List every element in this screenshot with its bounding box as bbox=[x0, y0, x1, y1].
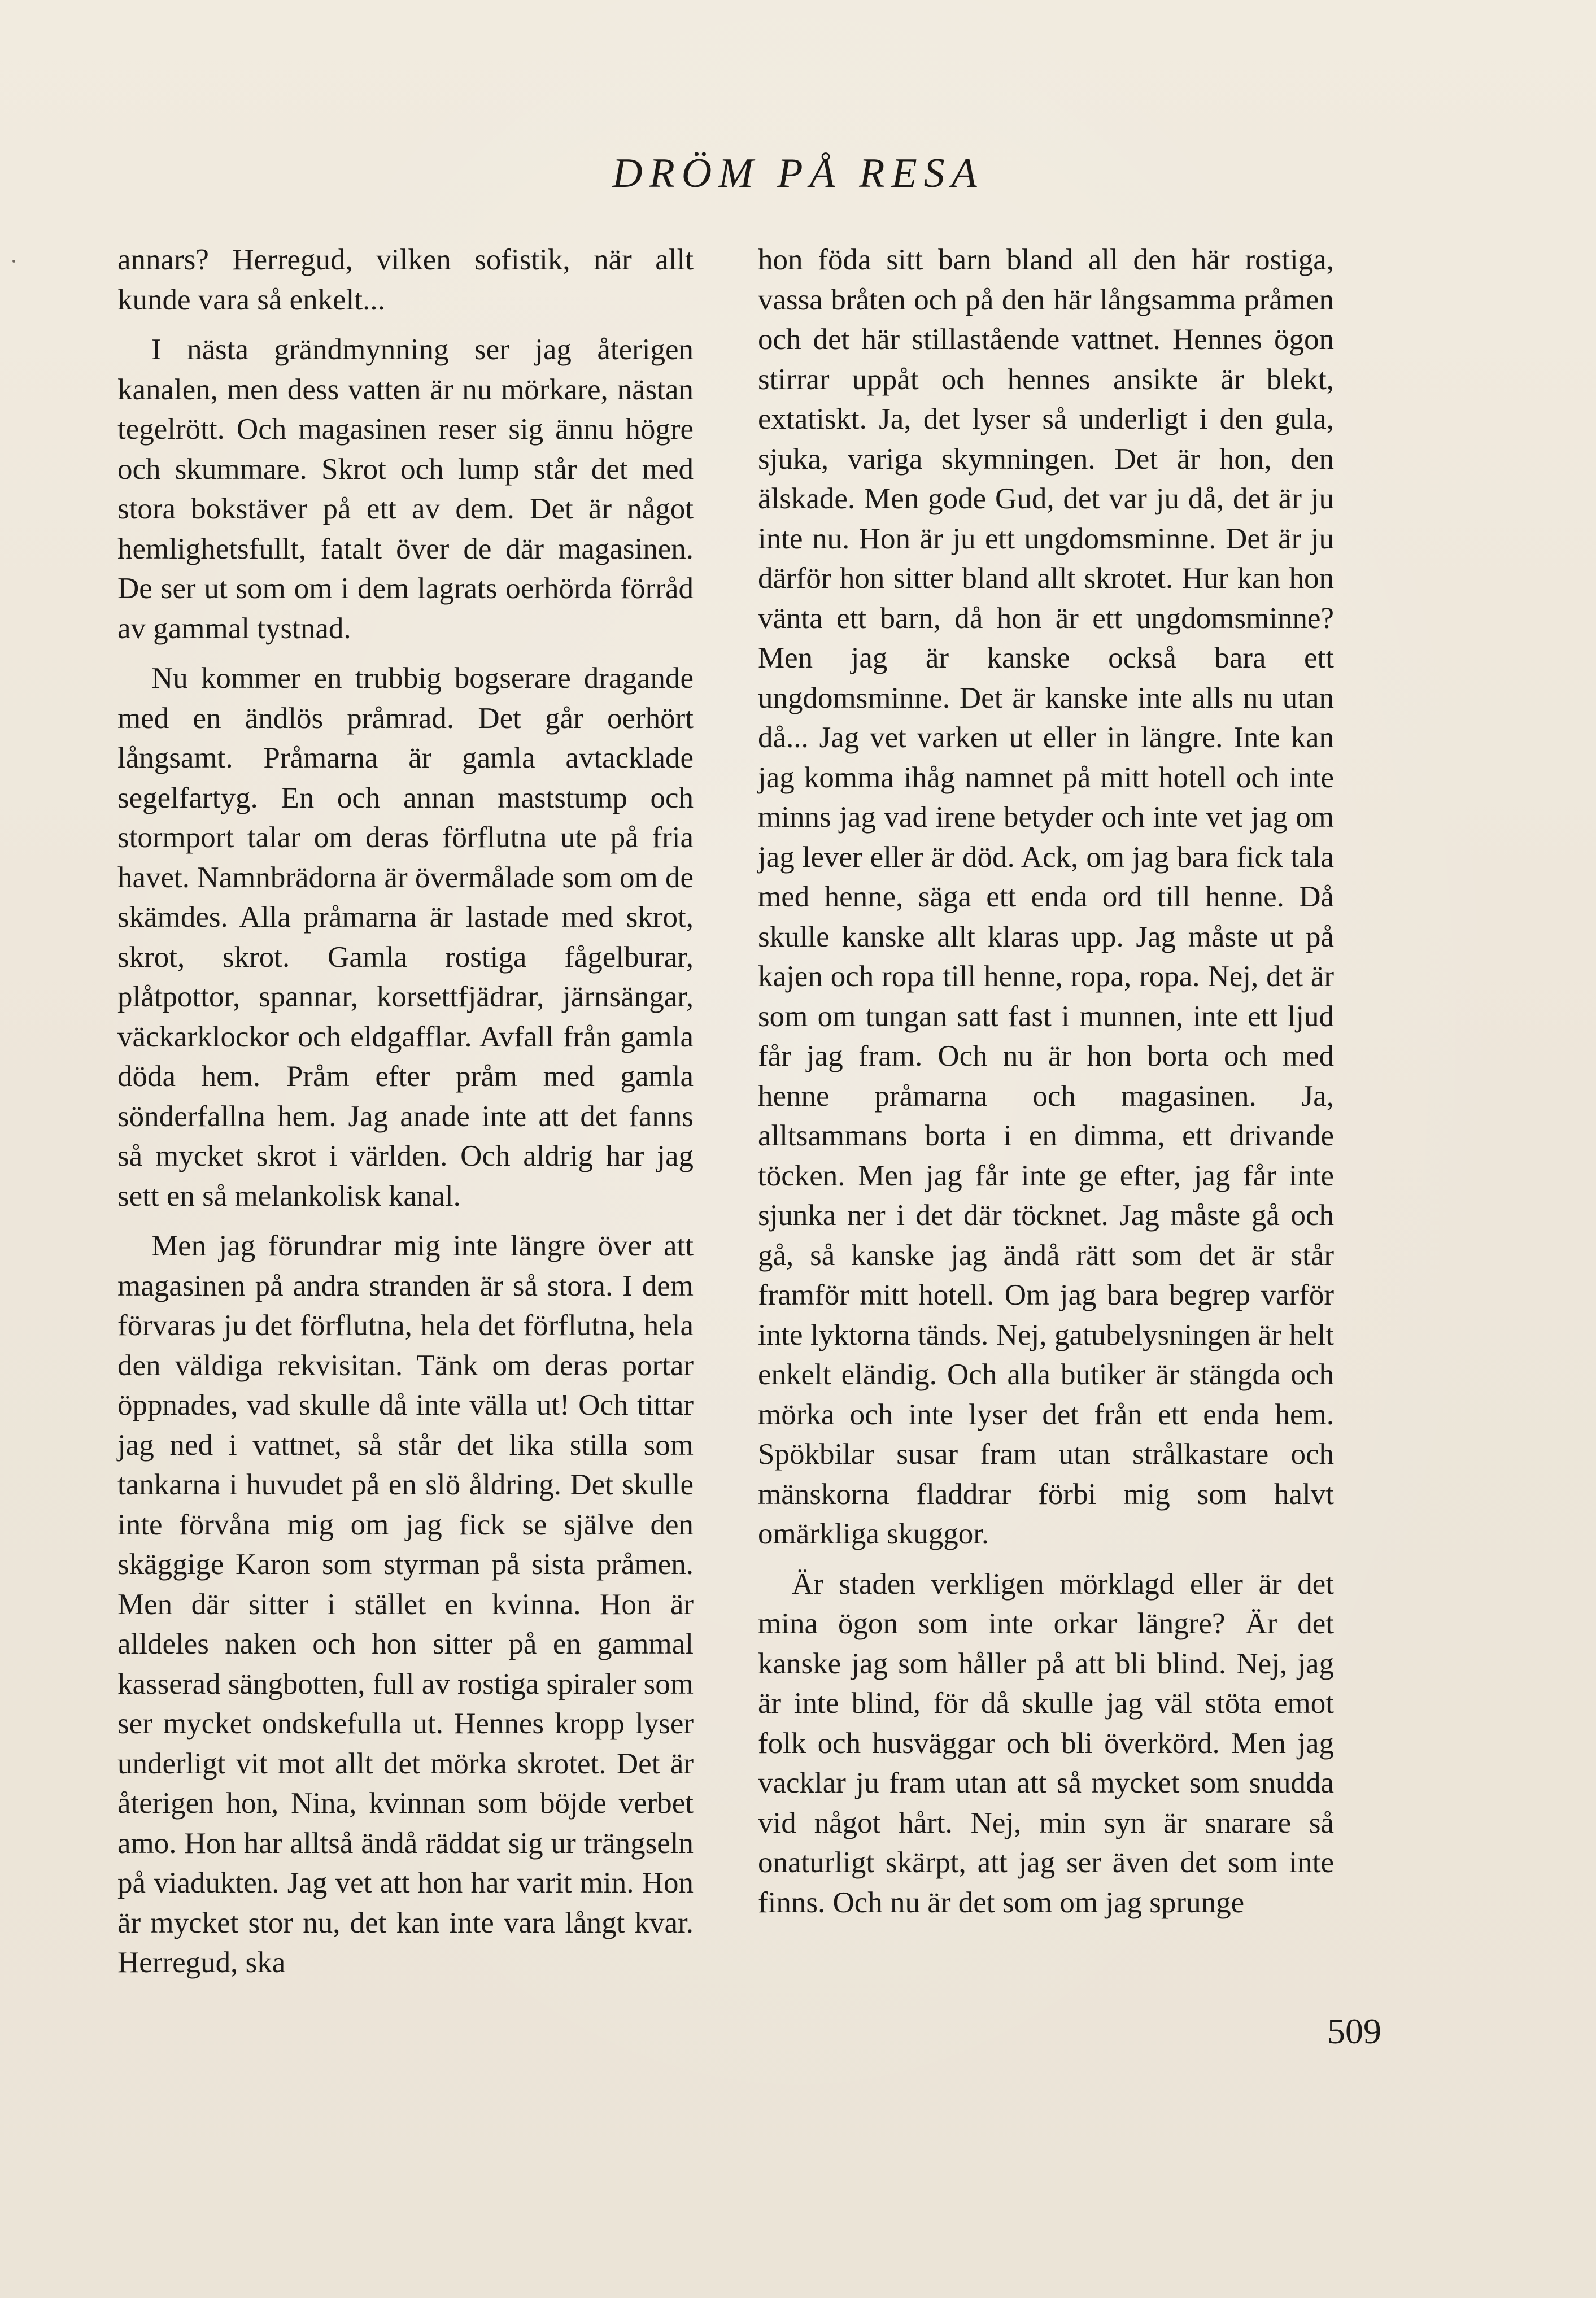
page-number: 509 bbox=[1327, 2011, 1381, 2051]
paragraph: Nu kommer en trubbig bogserare dragande med en ändlös pråmrad. Det går oerhört långsamt. Pråmarna är gamla avtacklade segelfartyg. En och annan maststump och stormport talar om deras förflutna ute på fria havet. Namnbrädorna är övermålade som om de skämdes. Alla pråmarna är lastade med skrot, skrot, skrot. Gamla rostiga fågelburar, plåtpottor, spannar, korsettfjädrar, järnsängar, väckarklockor och eldgafflar. Avfall från gamla döda hem. Pråm efter pråm med gamla sönderfallna hem. Jag anade inte att det fanns så mycket skrot i världen. Och aldrig har jag sett en så melankolisk kanal. bbox=[117, 662, 694, 1213]
paragraph: hon föda sitt barn bland all den här rostiga, vassa bråten och på den här långsamma pråmen och det här stillastående vattnet. Hennes ögon stirrar uppåt och hennes ansikte är blekt, extatiskt. Ja, det lyser så underligt i den gula, sjuka, variga skymningen. Det är hon, den älskade. Men gode Gud, det var ju då, det är ju inte nu. Hon är ju ett ungdomsminne. Det är ju därför hon sitter bland allt skrotet. Hur kan hon vänta ett barn, då hon är ett ungdomsminne? Men jag är kanske också bara ett ungdomsminne. Det är kanske inte alls nu utan då... Jag vet varken ut eller in längre. Inte kan jag komma ihåg namnet på mitt hotell och inte minns jag vad irene betyder och inte vet jag om jag lever eller är död. Ack, om jag bara fick tala med henne, säga ett enda ord till henne. Då skulle kanske allt klaras upp. Jag måste ut på kajen och ropa till henne, ropa, ropa. Nej, det är som om tungan satt fast i munnen, inte ett ljud får jag fram. Och nu är hon borta och med henne pråmarna och magasinen. Ja, alltsammans borta i en dimma, ett drivande töcken. Men jag får inte ge efter, jag får inte sjunka ner i det där töcknet. Jag måste gå och gå, så kanske jag ändå rätt som det är står framför mitt hotell. Om jag bara begrep varför inte lyktorna tänds. Nej, gatubelysningen är helt enkelt eländig. Och alla butiker är stängda och mörka och inte lyser det från ett enda hem. Spökbilar susar fram utan strålkastare och mänskorna fladdrar förbi mig som halvt omärkliga skuggor. bbox=[758, 243, 1334, 1550]
running-head: DRÖM PÅ RESA bbox=[612, 150, 984, 197]
paragraph: Men jag förundrar mig inte längre över att magasinen på andra stranden är så stora. I dem förvaras ju det förflutna, hela det förflutna, hela den väldiga rekvisitan. Tänk om deras portar öppnades, vad skulle då inte välla ut! Och tittar jag ned i vattnet, så står det lika stilla som tankarna i huvudet på en slö åldring. Det skulle inte förvåna mig om jag fick se själve den skäggige Karon som styrman på sista pråmen. Men där sitter i stället en kvinna. Hon är alldeles naken och hon sitter på en gammal kasserad sängbotten, full av rostiga spiraler som ser mycket ondskefulla ut. Hennes kropp lyser underligt vit mot allt det mörka skrotet. Det är återigen hon, Nina, kvinnan som böjde verbet amo. Hon har alltså ändå räddat sig ur trängseln på viadukten. Jag vet att hon har varit min. Hon är mycket stor nu, det kan inte vara långt kvar. Herregud, ska bbox=[117, 1229, 694, 1979]
left-column bbox=[117, 240, 694, 1993]
paragraph: annars? Herregud, vilken sofistik, när allt kunde vara så enkelt... bbox=[117, 243, 694, 316]
paragraph: Är staden verkligen mörklagd eller är det mina ögon som inte orkar längre? Är det kanske jag som håller på att bli blind. Nej, jag är inte blind, för då skulle jag väl stöta emot folk och husväggar och bli överkörd. Men jag vacklar ju fram utan att så mycket som snudda vid något hårt. Nej, min syn är snarare så onaturligt skärpt, att jag ser även det som inte finns. Och nu är det som om jag sprunge bbox=[758, 1567, 1334, 1919]
paper-speck bbox=[12, 260, 15, 263]
paragraph: I nästa grändmynning ser jag återigen kanalen, men dess vatten är nu mörkare, nästan tegelrött. Och magasinen reser sig ännu högre och skummare. Skrot och lump står det med stora bokstäver på ett av dem. Det är något hemlighetsfullt, fatalt över de där magasinen. De ser ut som om i dem lagrats oerhörda förråd av gammal tystnad. bbox=[117, 333, 694, 645]
right-column bbox=[758, 240, 1334, 1933]
